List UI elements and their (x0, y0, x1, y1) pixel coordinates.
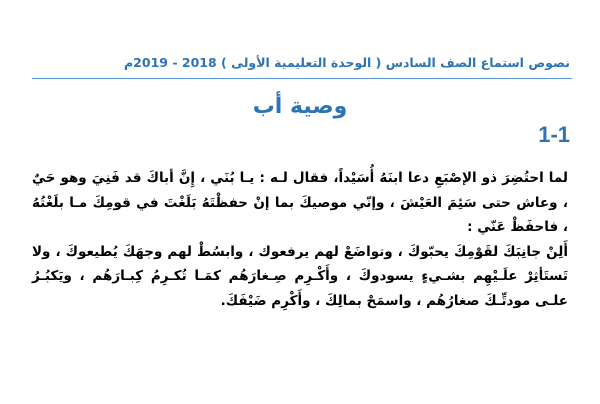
header-divider (32, 78, 572, 79)
paragraph-1: لما احتُضِرَ ذو الإصْبَعِ دعا ابنَهُ أُسَيْداً، فقال لـه : يـا بُنَي ، إِنَّ أباكَ قد فَنِيَ وهو حَيٌ ، وعاش حتى سَئِمَ العَيْشَ ، وإنّي موصيكَ بما إنْ حفظْتَهُ بَلَغْتَ في قومِكَ مـا بلَغْتُهُ ، فاحفَظْ عَنّي : (32, 170, 568, 235)
paragraph-2: أَلِنْ جانِبَكَ لقَوْمِكَ يحبّوكَ ، وتواضَعْ لهم يرفعوك ، وابسُطْ لهم وجهَكَ يُطيعوكَ ، ولا تَستَأثِرْ علَـيْهِم بشـيءٍ يسودوكَ ، وأَكْـرِم صِـغارَهُم كمَـا تُكـرِمُ كِبـارَهُم ، ويَكبُـرُ علـى مودتِّـكَ صغارُهُم ، واسمَحْ بمالِكَ ، وأَكْرِم ضَيْفَكَ. (32, 243, 568, 309)
story-body (32, 166, 568, 313)
story-title: وصية أب (252, 94, 348, 119)
section-number: 1-1 (538, 122, 570, 147)
document-header: نصوص استماع الصف السادس ( الوحدة التعليمية الأولى ) 2018 - 2019م (124, 55, 570, 70)
